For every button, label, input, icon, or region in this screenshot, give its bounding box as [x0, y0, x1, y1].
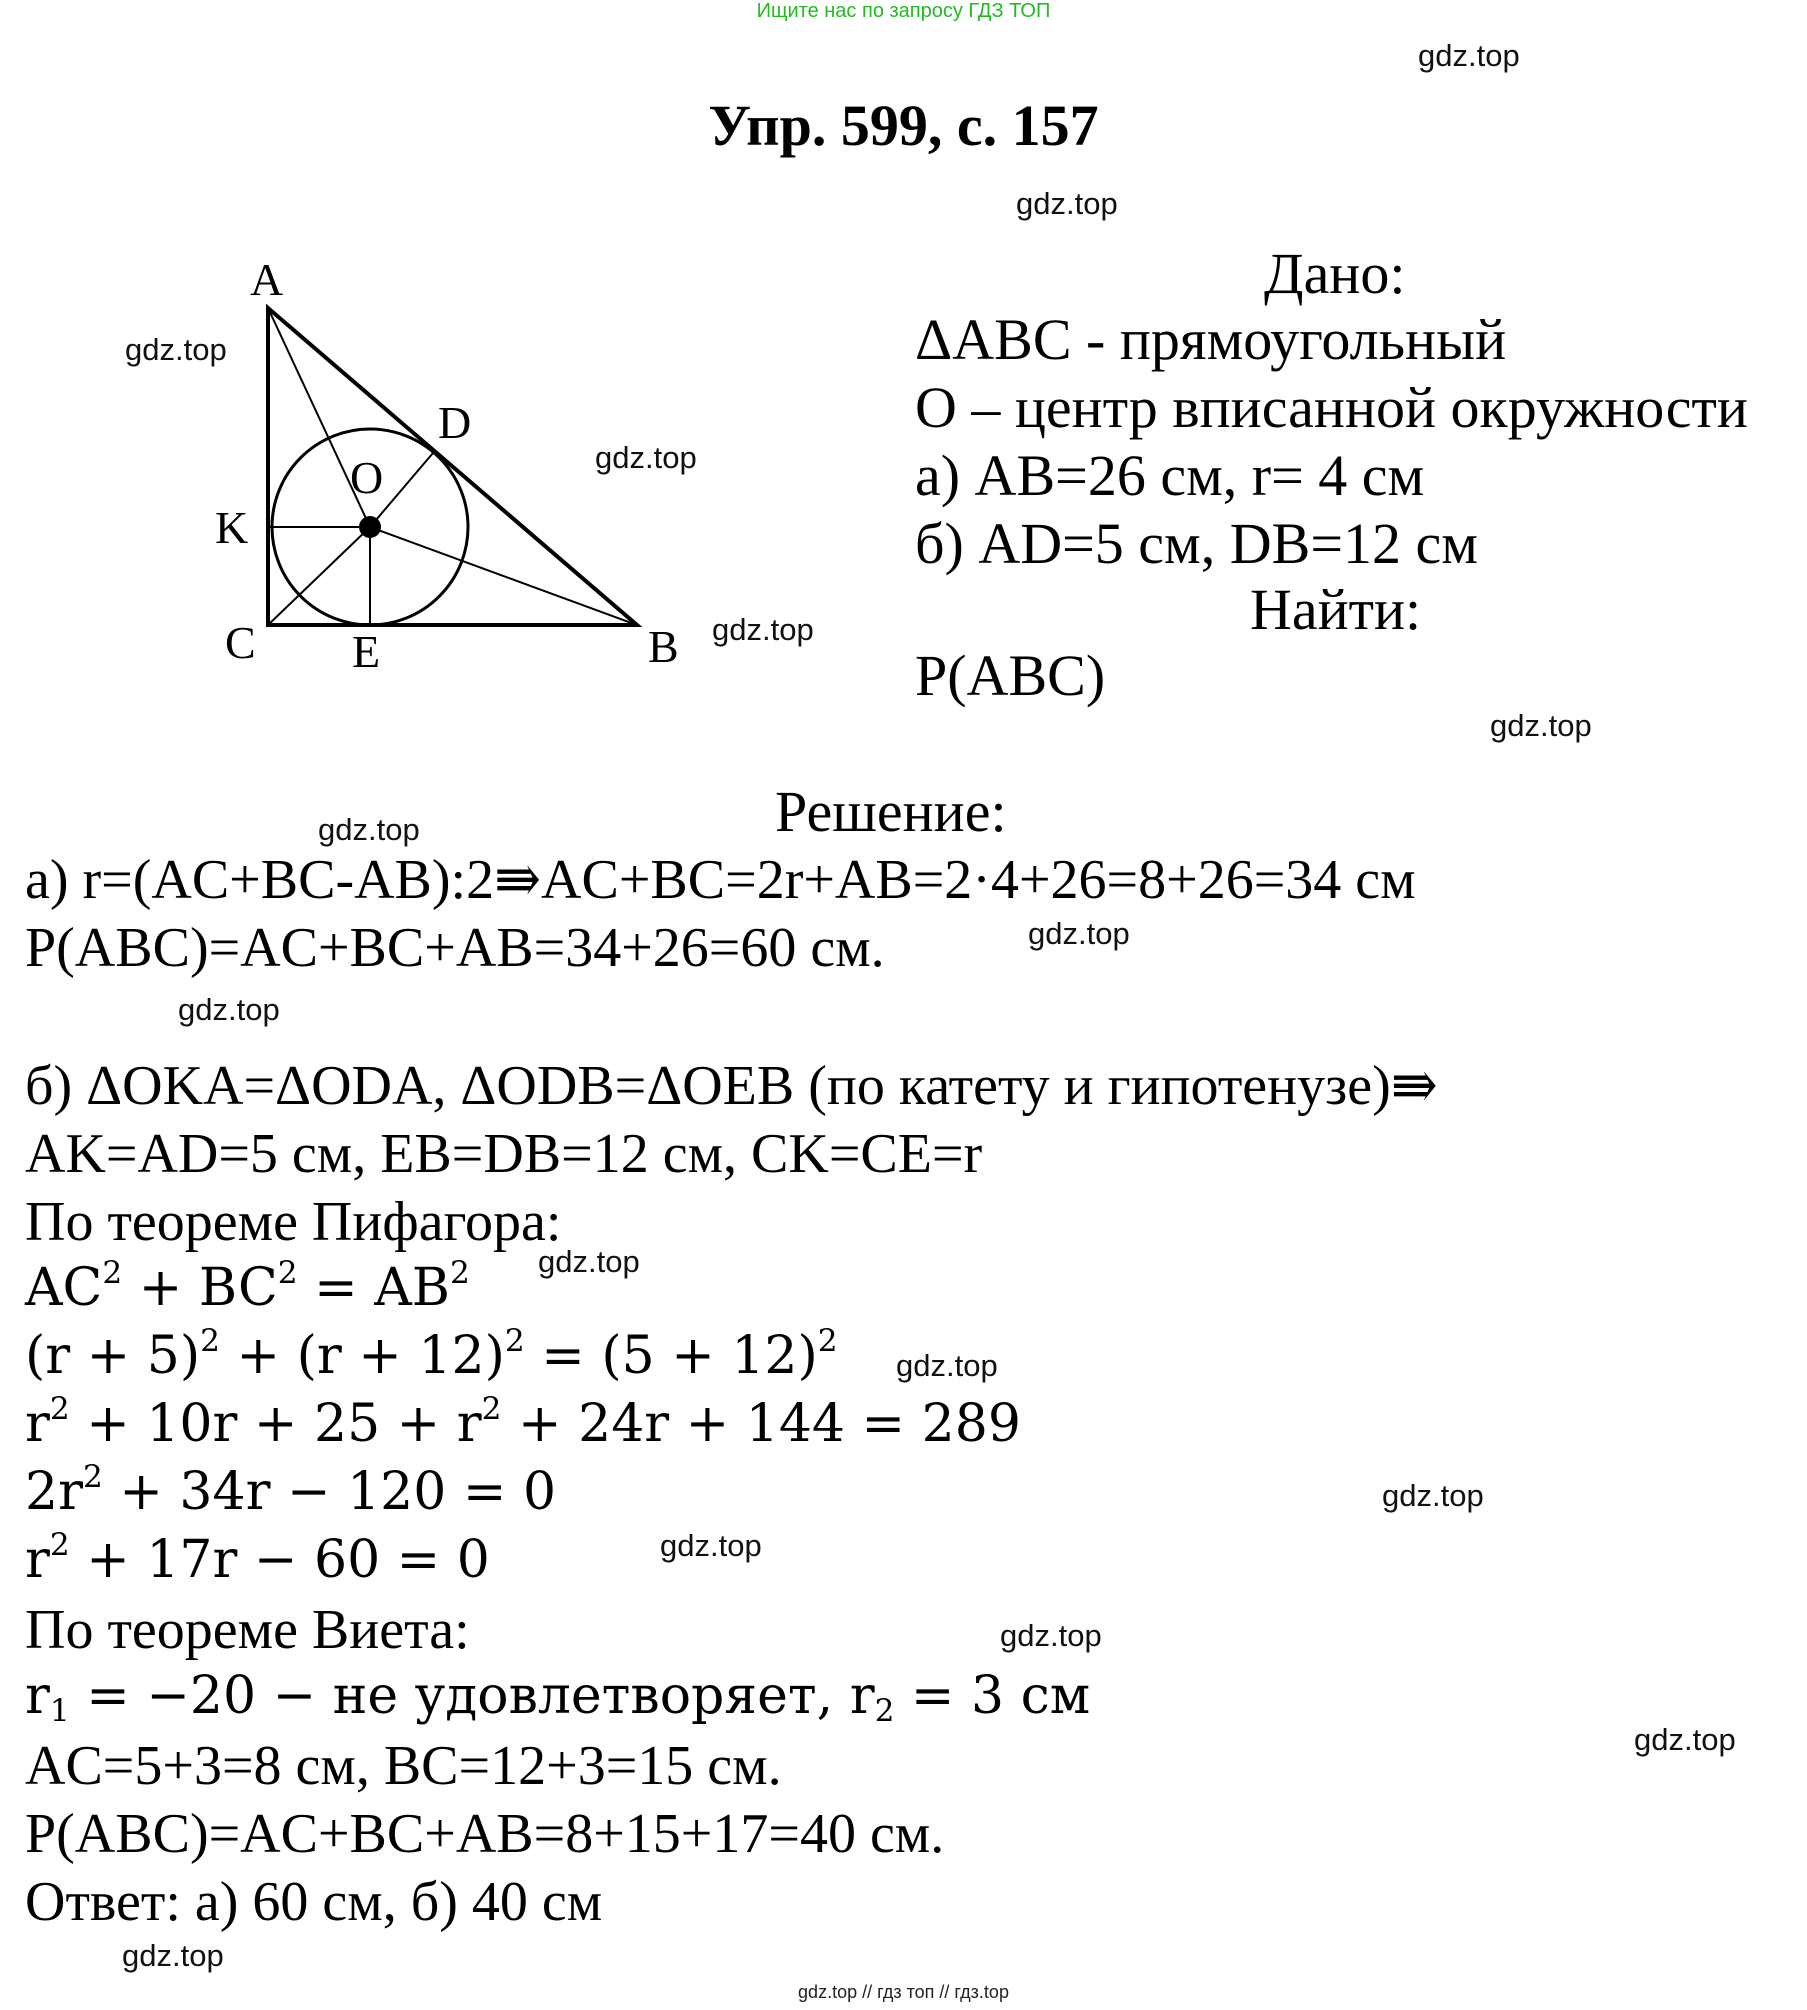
find-heading: Найти:: [1250, 577, 1422, 642]
eq2-exp-3: 2: [817, 1323, 838, 1360]
watermark: gdz.top: [595, 440, 697, 475]
watermark: gdz.top: [1382, 1478, 1484, 1513]
solution-b-line-5: AC=5+3=8 см, BC=12+3=15 см.: [25, 1735, 782, 1797]
eq1-part-1: AC: [25, 1258, 103, 1318]
watermark: gdz.top: [1634, 1722, 1736, 1757]
solution-heading: Решение:: [775, 779, 1007, 844]
center-point-o: [359, 516, 381, 538]
label-d: D: [438, 397, 472, 448]
eq1-exp-3: 2: [450, 1255, 470, 1292]
solution-b-line-3: По теореме Пифагора:: [25, 1191, 562, 1253]
equation-reduced: [25, 1527, 490, 1590]
watermark: gdz.top: [1490, 708, 1592, 743]
given-line-4: б) AD=5 см, DB=12 см: [915, 511, 1478, 576]
segment-bo: [370, 527, 637, 625]
eq5-part-1: r: [25, 1530, 50, 1590]
eq5-part-2: + 17r − 60 = 0: [69, 1530, 490, 1590]
eq3-part-2: + 10r + 25 + r: [69, 1394, 482, 1454]
eq2-exp-2: 2: [504, 1323, 525, 1360]
label-c: C: [225, 617, 256, 668]
label-e: E: [352, 626, 381, 677]
watermark: gdz.top: [1000, 1618, 1102, 1653]
watermark: gdz.top: [660, 1528, 762, 1563]
watermark: gdz.top: [178, 992, 280, 1027]
eq2-part-1: (r + 5): [25, 1326, 201, 1386]
solution-b-line-6: P(ABC)=AC+BC+AB=8+15+17=40 см.: [25, 1803, 945, 1865]
eq4-part-1: 2r: [25, 1462, 83, 1522]
solution-a-line-1: а) r=(AC+BC-AB):2⇛AC+BC=2r+AB=2·4+26=8+26=34 см: [25, 849, 1416, 911]
label-k: K: [215, 502, 249, 553]
footer-watermark: gdz.top // гдз топ // гдз.top: [798, 1982, 1009, 2002]
eq6-part-2: = −20 − не удовлетворяет, r: [69, 1666, 875, 1726]
watermark: gdz.top: [125, 332, 227, 367]
watermark: gdz.top: [1028, 916, 1130, 951]
given-line-2: O – центр вписанной окружности: [915, 375, 1748, 440]
given-line-3: а) AB=26 см, r= 4 см: [915, 443, 1425, 508]
eq1-part-2: + BC: [122, 1258, 278, 1318]
watermark: gdz.top: [318, 812, 420, 847]
eq6-sub-1: 1: [49, 1692, 70, 1729]
eq1-exp-1: 2: [102, 1255, 123, 1292]
answer-line: Ответ: а) 60 см, б) 40 см: [25, 1871, 603, 1933]
solution-b-line-2: AK=AD=5 см, EB=DB=12 см, CK=CE=r: [25, 1123, 983, 1185]
watermark: gdz.top: [122, 1938, 224, 1973]
equation-substitution: [25, 1323, 838, 1386]
eq6-part-3: = 3 см: [894, 1666, 1091, 1726]
eq3-exp-2: 2: [481, 1391, 502, 1428]
eq6-part-1: r: [25, 1666, 50, 1726]
eq3-part-1: r: [25, 1394, 50, 1454]
eq3-exp-1: 2: [49, 1391, 70, 1428]
given-line-1: ΔABC - прямоугольный: [915, 307, 1507, 372]
label-o: O: [350, 452, 384, 503]
solution-b-line-1: б) ΔOKA=ΔODA, ΔODB=ΔOEB (по катету и гипотенузе)⇛: [25, 1055, 1438, 1117]
eq3-part-3: + 24r + 144 = 289: [501, 1394, 1021, 1454]
watermark: gdz.top: [896, 1348, 998, 1383]
solution-a-line-2: P(ABC)=AC+BC+AB=34+26=60 см.: [25, 917, 885, 979]
find-value: P(ABC): [915, 643, 1106, 708]
equation-expanded: [25, 1391, 1021, 1454]
top-banner: Ищите нас по запросу ГДЗ ТОП: [756, 0, 1051, 22]
eq2-part-3: = (5 + 12): [524, 1326, 818, 1386]
watermark: gdz.top: [712, 612, 814, 647]
watermark: gdz.top: [1418, 38, 1520, 73]
equation-quadratic: [25, 1459, 557, 1522]
watermark: gdz.top: [1016, 186, 1118, 221]
eq5-exp-1: 2: [49, 1527, 70, 1564]
eq4-part-2: + 34r − 120 = 0: [102, 1462, 557, 1522]
watermark: gdz.top: [538, 1244, 640, 1279]
eq4-exp-1: 2: [82, 1459, 103, 1496]
equation-roots: [25, 1666, 1091, 1729]
page-title: Упр. 599, с. 157: [708, 93, 1099, 158]
solution-b-line-4: По теореме Виета:: [25, 1599, 470, 1661]
eq1-part-3: = AB: [297, 1258, 451, 1318]
eq2-exp-1: 2: [200, 1323, 220, 1360]
label-a: A: [250, 254, 284, 305]
given-heading: Дано:: [1264, 241, 1406, 306]
eq1-exp-2: 2: [277, 1255, 298, 1292]
eq6-sub-2: 2: [874, 1692, 895, 1729]
eq2-part-2: + (r + 12): [220, 1326, 505, 1386]
label-b: B: [648, 621, 679, 672]
equation-pythagoras: [25, 1255, 470, 1318]
